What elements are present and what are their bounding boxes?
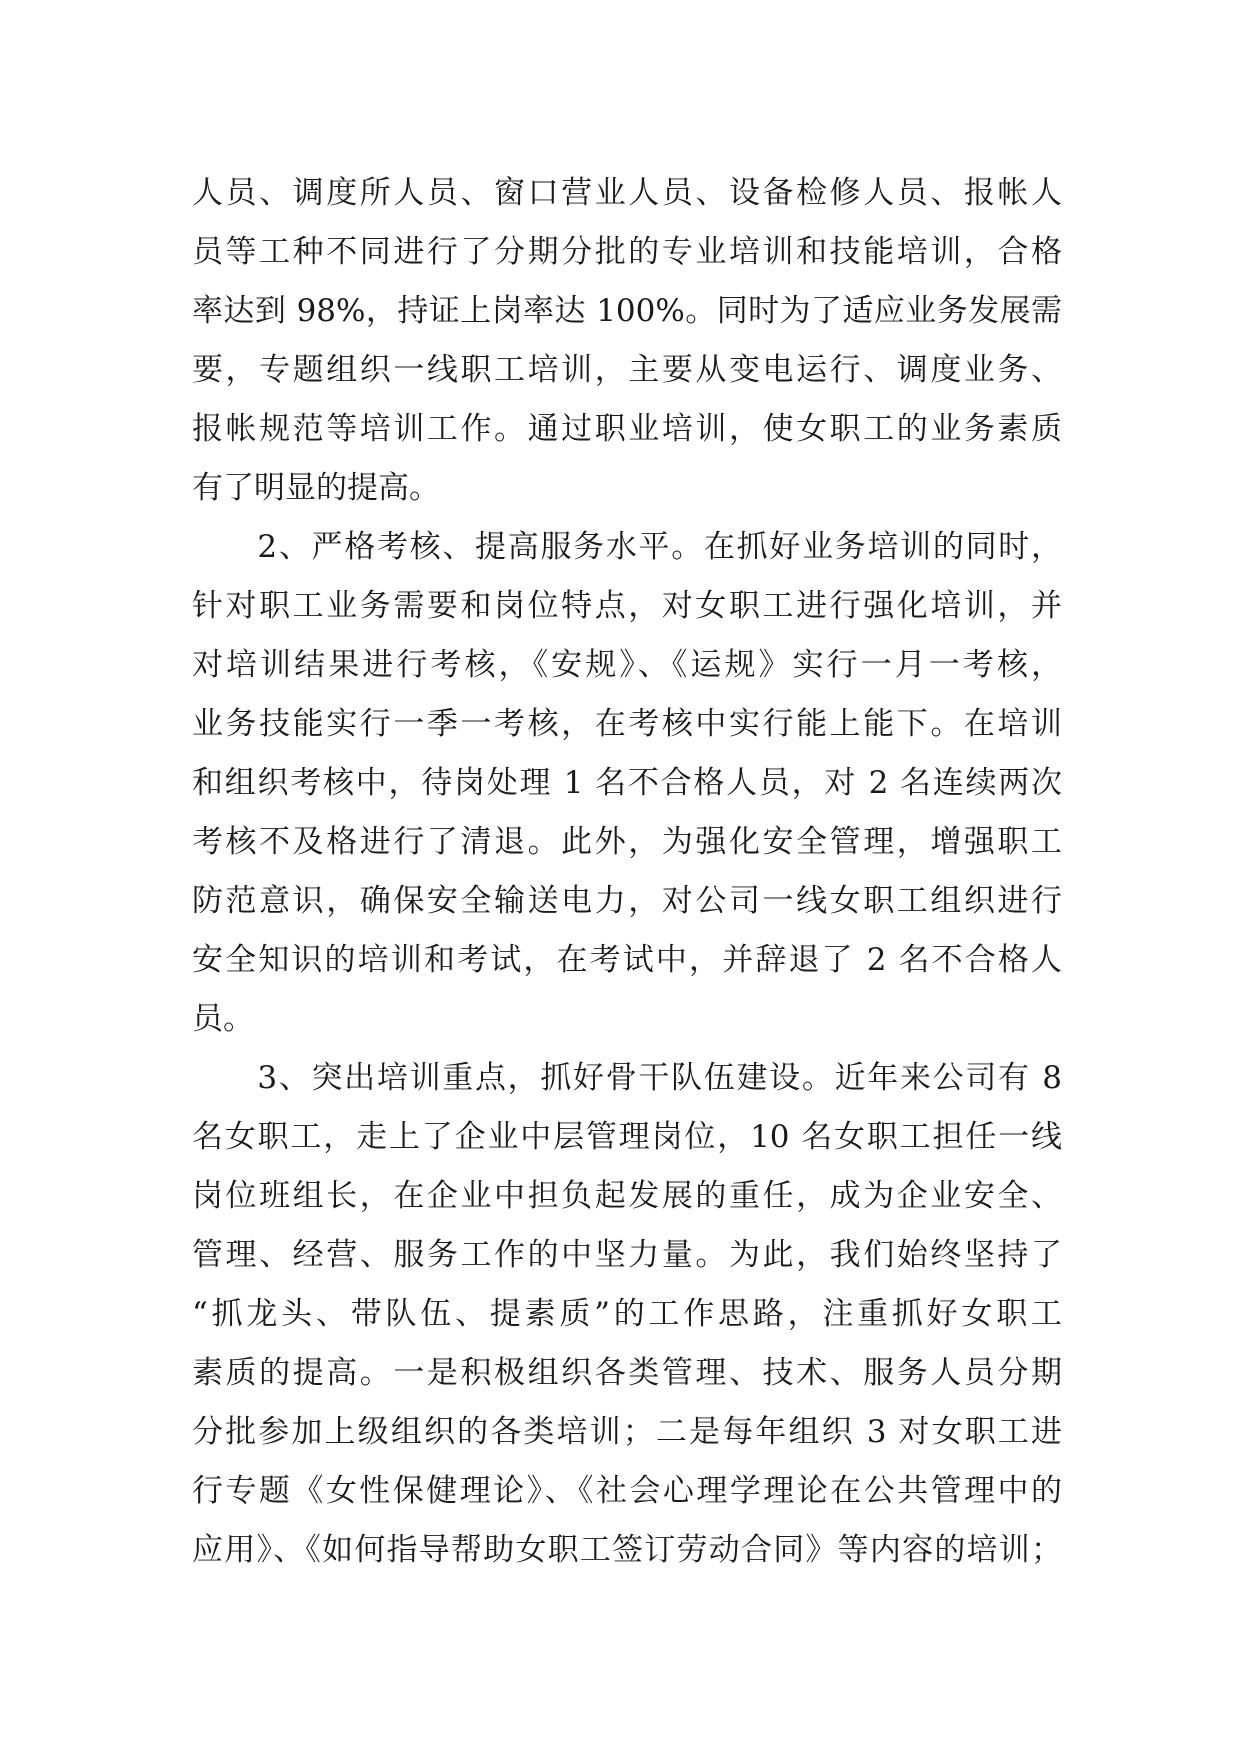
text-line: 素质的提高。一是积极组织各类管理、技术、服务人员分期	[192, 1355, 1062, 1391]
text-line: 业务技能实行一季一考核，在考核中实行能上能下。在培训	[192, 706, 1062, 742]
text-line: 人员、调度所人员、窗口营业人员、设备检修人员、报帐人	[192, 175, 1062, 211]
text-line: 管理、经营、服务工作的中坚力量。为此，我们始终坚持了	[192, 1237, 1062, 1273]
paragraph-2	[192, 518, 1062, 1049]
text-line: 考核不及格进行了清退。此外，为强化安全管理，增强职工	[192, 824, 1062, 860]
text-line: 对培训结果进行考核，《安规》、《运规》实行一月一考核，	[192, 647, 1062, 683]
text-line: 和组织考核中，待岗处理 1 名不合格人员，对 2 名连续两次	[192, 765, 1062, 801]
paragraph-1	[192, 164, 1062, 518]
text-line: 分批参加上级组织的各类培训；二是每年组织 3 对女职工进	[192, 1414, 1062, 1450]
text-line: 行专题《女性保健理论》、《社会心理学理论在公共管理中的	[192, 1473, 1062, 1509]
text-line: “抓龙头、带队伍、提素质”的工作思路，注重抓好女职工	[192, 1296, 1062, 1332]
text-line: 防范意识，确保安全输送电力，对公司一线女职工组织进行	[192, 883, 1062, 919]
text-line: 员。	[192, 1001, 254, 1037]
text-line: 率达到 98%，持证上岗率达 100%。同时为了适应业务发展需	[192, 293, 1062, 329]
text-line: 名女职工，走上了企业中层管理岗位，10 名女职工担任一线	[192, 1119, 1062, 1155]
text-line: 2、严格考核、提高服务水平。在抓好业务培训的同时，	[192, 529, 1062, 565]
text-line: 报帐规范等培训工作。通过职业培训，使女职工的业务素质	[192, 411, 1062, 447]
text-line: 员等工种不同进行了分期分批的专业培训和技能培训，合格	[192, 234, 1062, 270]
text-line: 安全知识的培训和考试，在考试中，并辞退了 2 名不合格人	[192, 942, 1062, 978]
text-line: 应用》、《如何指导帮助女职工签订劳动合同》等内容的培训；	[192, 1532, 1062, 1568]
text-line: 要，专题组织一线职工培训，主要从变电运行、调度业务、	[192, 352, 1062, 388]
text-line: 针对职工业务需要和岗位特点，对女职工进行强化培训，并	[192, 588, 1062, 624]
paragraph-3	[192, 1049, 1062, 1580]
text-line: 3、突出培训重点，抓好骨干队伍建设。近年来公司有 8	[192, 1060, 1062, 1096]
document-body	[192, 164, 1062, 1580]
text-line: 有了明显的提高。	[192, 470, 440, 506]
text-line: 岗位班组长，在企业中担负起发展的重任，成为企业安全、	[192, 1178, 1062, 1214]
